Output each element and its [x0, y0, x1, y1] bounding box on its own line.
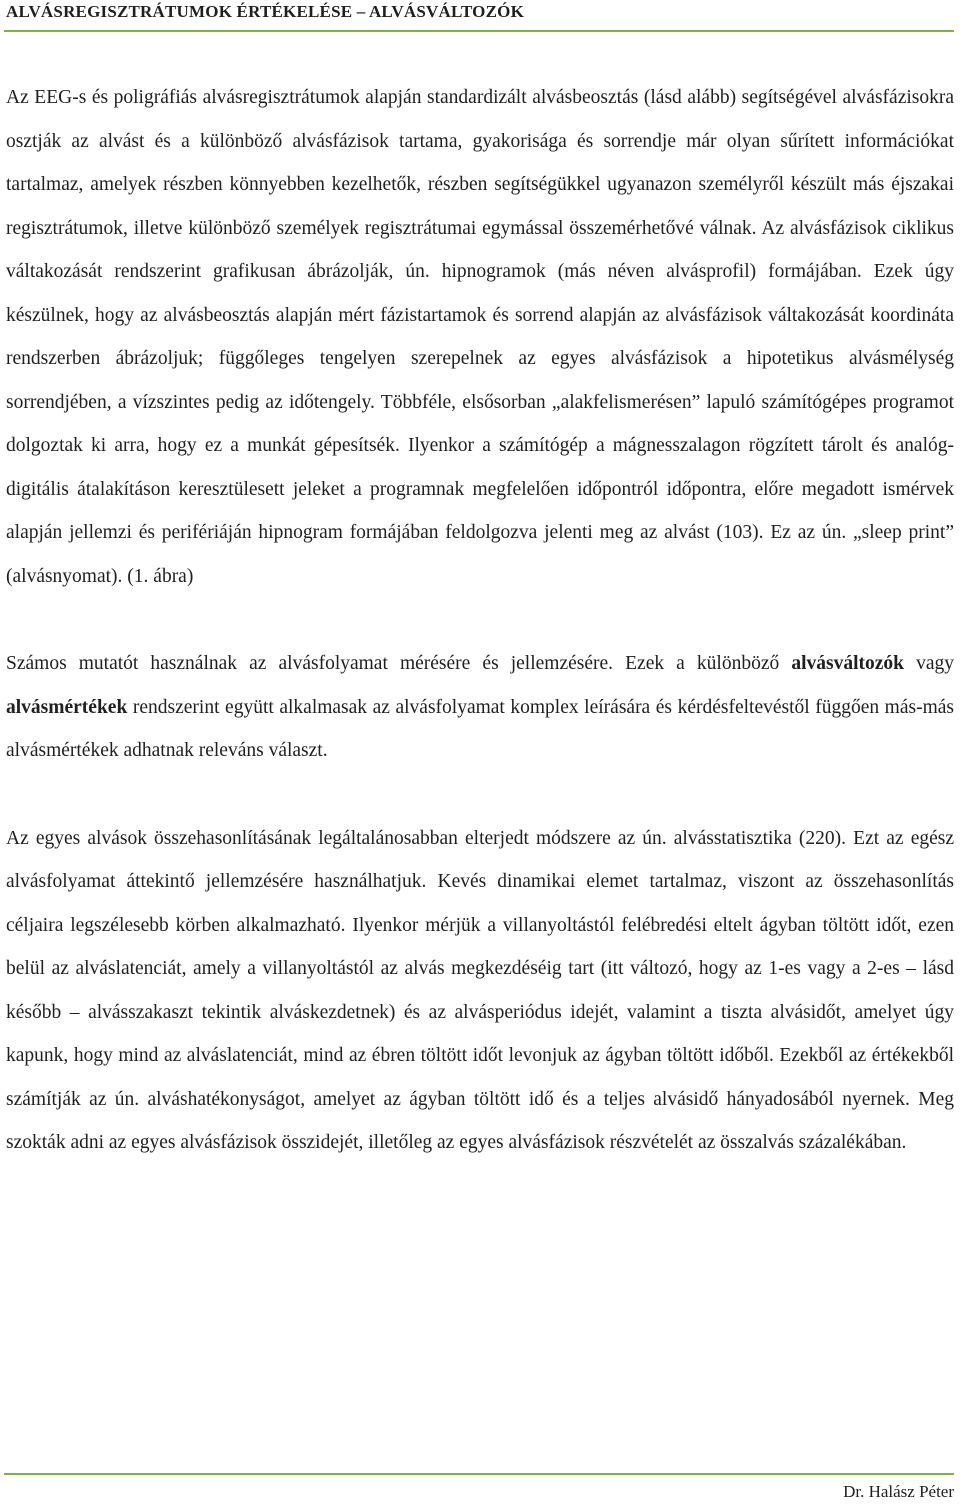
paragraph-2-mid: vagy — [904, 653, 955, 674]
header-title-text: ALVÁSREGISZTRÁTUMOK ÉRTÉKELÉSE – ALVÁSVÁLTOZÓK — [6, 2, 524, 21]
header-divider — [4, 30, 954, 32]
page-header-title — [6, 2, 524, 22]
footer-divider — [4, 1473, 954, 1475]
paragraph-2-start: Számos mutatót használnak az alvásfolyamat mérésére és jellemzésére. Ezek a különböző — [6, 653, 792, 674]
paragraph-2 — [6, 642, 954, 773]
paragraph-3: Az egyes alvások összehasonlításának legáltalánosabban elterjedt módszere az ún. alvásstatisztika (220). Ezt az egész alvásfolyamat áttekintő jellemzésére használhatjuk. Kevés dinamikai elemet tartalmaz, viszont az összehasonlítás céljaira legszélesebb körben alkalmazható. Ilyenkor mérjük a villanyoltástól felébredési eltelt ágyban töltött időt, ezen belül az alváslatenciát, amely a villanyoltástól az alvás megkezdéséig tart (itt változó, hogy az 1-es vagy a 2-es – lásd később – alvásszakaszt tekintik alváskezdetnek) és az alvásperiódus idejét, valamint a tiszta alvásidőt, amelyet úgy kapunk, hogy mind az alváslatenciát, mind az ébren töltött időt levonjuk az ágyban töltött időből. Ezekből az értékekből számítják az ún. alváshatékonyságot, amelyet az ágyban töltött idő és a teljes alvásidő hányadosából nyernek. Meg szokták adni az egyes alvásfázisok összidejét, illetőleg az egyes alvásfázisok részvételét az összalvás százalékában. — [6, 827, 954, 1153]
term-alvasmertekek: alvásmértékek — [6, 696, 128, 718]
paragraph-1: Az EEG-s és poligráfiás alvásregisztrátumok alapján standardizált alvásbeosztás (lásd alább) segítségével alvásfázisokra osztják az alvást és a különböző alvásfázisok tartama, gyakorisága és sorrendje már olyan sűrített információkat tartalmaz, amelyek részben könnyebben kezelhetők, részben segítségükkel ugyanazon személyről készült más éjszakai regisztrátumok, illetve különböző személyek regisztrátumai egymással összemérhetővé válnak. Az alvásfázisok ciklikus váltakozását rendszerint grafikusan ábrázolják, ún. hipnogramok (más néven alvásprofil) formájában. Ezek úgy készülnek, hogy az alvásbeosztás alapján mért fázistartamok és sorrend alapján az alvásfázisok váltakozását koordináta rendszerben ábrázoljuk; függőleges tengelyen szerepelnek az egyes alvásfázisok a hipotetikus alvásmélység sorrendjében, a vízszintes pedig az időtengely. Többféle, elsősorban „alakfelismerésen” lapuló számítógépes programot dolgoztak ki arra, hogy ez a munkát gépesítsék. Ilyenkor a számítógép a mágnesszalagon rögzített tárolt és analóg-digitális átalakításon keresztülesett jeleket a programnak megfelelően időpontról időpontra, előre megadott ismérvek alapján jellemzi és perifériáján hipnogram formájában feldolgozva jelenti meg az alvást (103). Ez az ún. „sleep print” (alvásnyomat). (1. ábra) — [6, 87, 954, 587]
paragraph-2-end: rendszerint együtt alkalmasak az alvásfolyamat komplex leírására és kérdésfeltevéstől függően más-más alvásmértékek adhatnak releváns választ. — [6, 696, 954, 761]
document-body — [6, 76, 954, 1165]
footer-author: Dr. Halász Péter — [843, 1482, 954, 1501]
term-alvasvaltozok: alvásváltozók — [791, 653, 905, 674]
